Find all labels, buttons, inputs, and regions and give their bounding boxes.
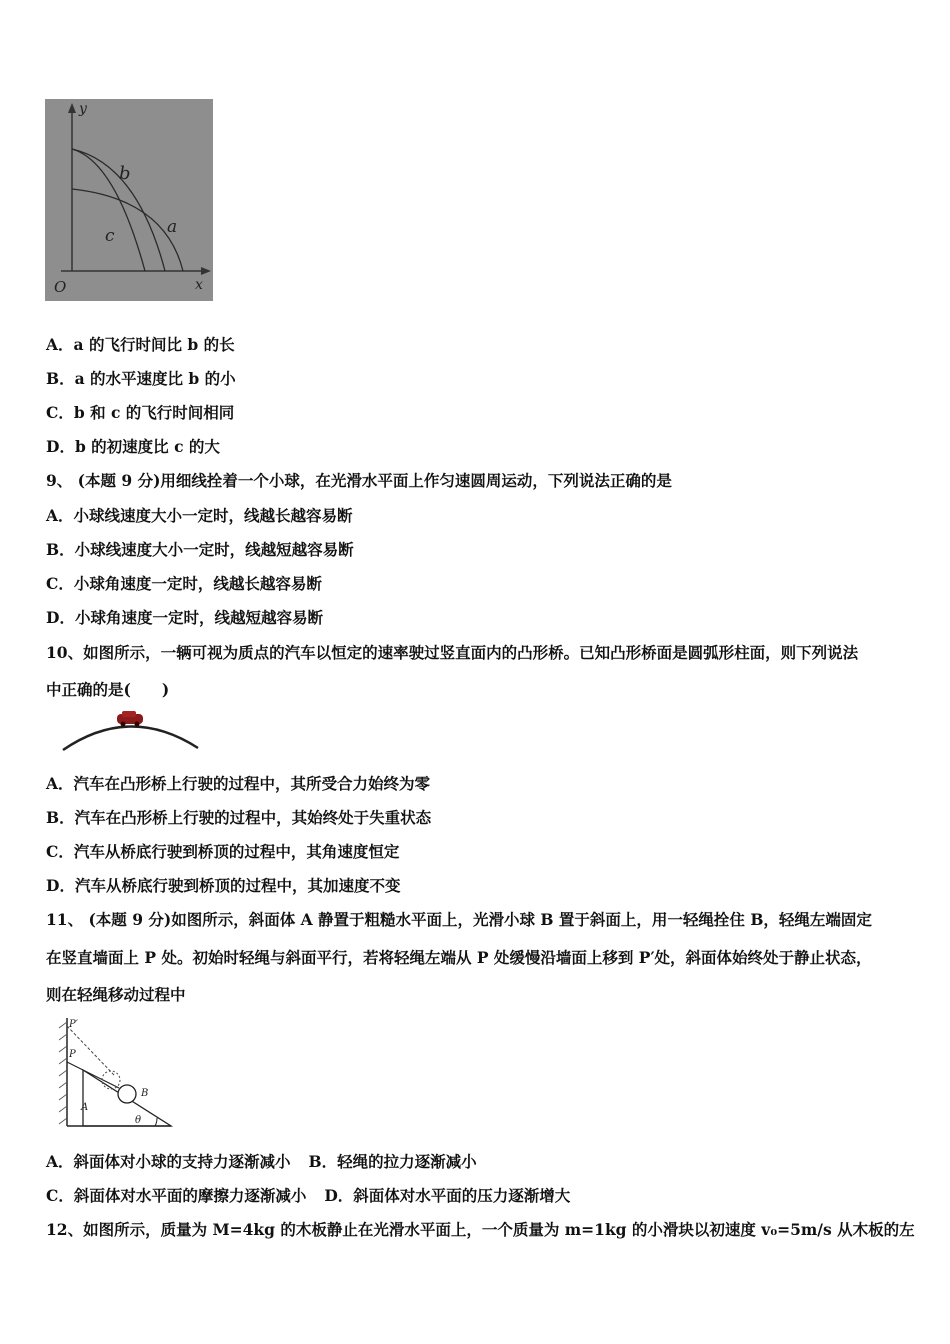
q9-option-a: A．小球线速度大小一定时，线越长越容易断 bbox=[46, 506, 353, 525]
q11-stem-line2: 在竖直墙面上 P 处。初始时轻绳与斜面平行，若将轻绳左端从 P 处缓慢沿墙面上移到 P′处，斜面体始终处于静止状态， bbox=[46, 948, 872, 967]
q8-option-a: A．a 的飞行时间比 b 的长 bbox=[46, 335, 235, 354]
curve-label-b: b bbox=[119, 163, 131, 184]
q11-stem-line3: 则在轻绳移动过程中 bbox=[46, 985, 186, 1004]
q11-option-d: D．斜面体对水平面的压力逐渐增大 bbox=[324, 1186, 571, 1205]
q8-option-d: D．b 的初速度比 c 的大 bbox=[46, 437, 220, 456]
q9-stem: 9、 (本题 9 分)用细线拴着一个小球，在光滑水平面上作匀速圆周运动，下列说法正确的是 bbox=[46, 471, 672, 490]
label-p: P bbox=[69, 1049, 76, 1060]
curve-label-c: c bbox=[105, 226, 115, 246]
axis-x-label: x bbox=[195, 277, 203, 293]
label-p-prime: P′ bbox=[69, 1019, 78, 1030]
q10-stem-line2: 中正确的是( ) bbox=[46, 680, 170, 699]
label-a: A bbox=[81, 1102, 89, 1113]
wall-hatching bbox=[59, 1022, 67, 1124]
bridge-figure bbox=[60, 710, 202, 754]
q11-options-row2 bbox=[46, 1186, 570, 1206]
q9-option-d: D．小球角速度一定时，线越短越容易断 bbox=[46, 608, 323, 627]
q9-option-b: B．小球线速度大小一定时，线越短越容易断 bbox=[46, 540, 354, 559]
bridge-arc bbox=[63, 726, 198, 750]
curve-label-a: a bbox=[167, 217, 178, 237]
q11-option-a: A．斜面体对小球的支持力逐渐减小 bbox=[46, 1152, 291, 1171]
angle-arc bbox=[155, 1118, 157, 1126]
label-theta: θ bbox=[135, 1115, 142, 1126]
q12-stem-line1: 12、如图所示，质量为 M=4kg 的木板静止在光滑水平面上，一个质量为 m=1kg 的小滑块以初速度 v₀=5m/s 从木板的左 bbox=[46, 1220, 915, 1239]
q11-stem-line1: 11、 (本题 9 分)如图所示，斜面体 A 静置于粗糙水平面上，光滑小球 B 置于斜面上，用一轻绳拴住 B，轻绳左端固定 bbox=[46, 910, 872, 929]
incline-figure bbox=[55, 1014, 175, 1130]
q10-stem-line1: 10、如图所示，一辆可视为质点的汽车以恒定的速率驶过竖直面内的凸形桥。已知凸形桥面是圆弧形柱面，则下列说法 bbox=[46, 643, 859, 662]
label-b: B bbox=[141, 1088, 149, 1099]
q10-option-c: C．汽车从桥底行驶到桥顶的过程中，其角速度恒定 bbox=[46, 842, 400, 861]
q11-option-c: C．斜面体对水平面的摩擦力逐渐减小 bbox=[46, 1186, 307, 1205]
car-wheel-right bbox=[135, 722, 140, 727]
q10-option-b: B．汽车在凸形桥上行驶的过程中，其始终处于失重状态 bbox=[46, 808, 432, 827]
q11-options-row1 bbox=[46, 1152, 477, 1172]
car-wheel-left bbox=[121, 722, 126, 727]
q8-option-b: B．a 的水平速度比 b 的小 bbox=[46, 369, 236, 388]
ball-b bbox=[118, 1085, 136, 1103]
q10-option-a: A．汽车在凸形桥上行驶的过程中，其所受合力始终为零 bbox=[46, 774, 431, 793]
q8-option-c: C．b 和 c 的飞行时间相同 bbox=[46, 403, 235, 422]
q10-option-d: D．汽车从桥底行驶到桥顶的过程中，其加速度不变 bbox=[46, 876, 401, 895]
q9-option-c: C．小球角速度一定时，线越长越容易断 bbox=[46, 574, 322, 593]
axis-y-label: y bbox=[79, 101, 87, 117]
car-top bbox=[122, 711, 136, 717]
ball-moved-position bbox=[102, 1071, 120, 1089]
q11-option-b: B．轻绳的拉力逐渐减小 bbox=[308, 1152, 477, 1171]
trajectory-figure bbox=[45, 99, 213, 301]
origin-label: O bbox=[54, 278, 67, 296]
rope-initial bbox=[67, 1062, 119, 1088]
